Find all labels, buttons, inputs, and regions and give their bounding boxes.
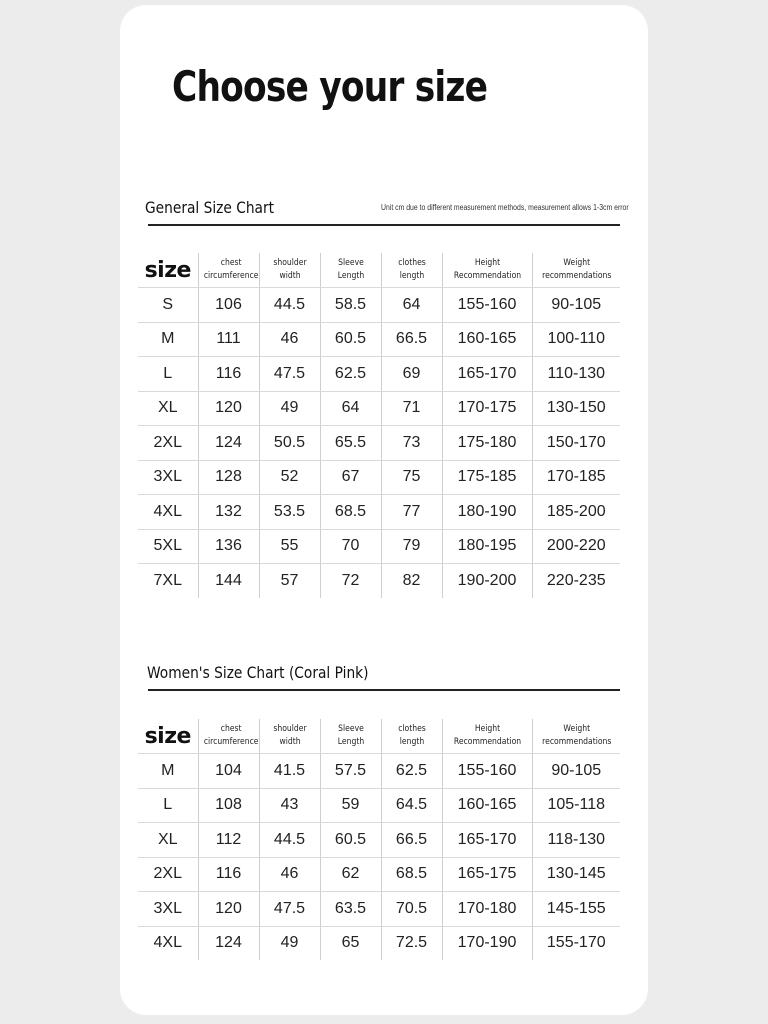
women-chart-title: Women's Size Chart (Coral Pink) <box>147 663 369 682</box>
value-cell: 65 <box>320 926 381 960</box>
value-cell: 170-180 <box>442 892 532 927</box>
size-cell: XL <box>138 391 198 426</box>
sleeve-header <box>320 253 381 288</box>
value-cell: 79 <box>381 529 442 564</box>
value-cell: 73 <box>381 426 442 461</box>
table-row <box>138 460 620 495</box>
weight-header-label: Weight recommendations <box>541 724 611 747</box>
value-cell: 67 <box>320 460 381 495</box>
length-header-label: clothes length <box>397 258 426 281</box>
value-cell: 118-130 <box>532 823 620 858</box>
size-cell: 4XL <box>153 934 182 952</box>
shoulder-header <box>259 719 320 754</box>
value-cell: 72 <box>320 564 381 598</box>
length-header-label: clothes length <box>397 724 426 747</box>
size-cell: M <box>138 754 198 789</box>
value-cell: 220-235 <box>532 564 620 598</box>
value-cell: 72.5 <box>381 926 442 960</box>
value-cell: 104 <box>198 754 259 789</box>
value-cell: 165-170 <box>442 357 532 392</box>
table-row <box>138 926 620 960</box>
sleeve-header-label: Sleeve Length <box>337 258 364 281</box>
value-cell: 175-180 <box>442 426 532 461</box>
value-cell: 69 <box>381 357 442 392</box>
value-cell: 60.5 <box>320 823 381 858</box>
table-row <box>138 322 620 357</box>
value-cell: 120 <box>198 892 259 927</box>
size-cell: 3XL <box>138 460 198 495</box>
value-cell: 57.5 <box>320 754 381 789</box>
value-cell: 165-175 <box>442 857 532 892</box>
value-cell: 175-185 <box>442 460 532 495</box>
value-cell: 58.5 <box>320 288 381 323</box>
general-title-rule <box>148 224 620 226</box>
value-cell: 132 <box>198 495 259 530</box>
table-row <box>138 823 620 858</box>
value-cell: 66.5 <box>381 823 442 858</box>
value-cell: 130-145 <box>532 857 620 892</box>
value-cell: 49 <box>259 391 320 426</box>
value-cell: 68.5 <box>320 495 381 530</box>
chest-header <box>198 253 259 288</box>
value-cell: 190-200 <box>442 564 532 598</box>
size-cell: L <box>138 788 198 823</box>
value-cell: 50.5 <box>259 426 320 461</box>
chest-header <box>198 719 259 754</box>
size-cell: XL <box>138 823 198 858</box>
sleeve-header <box>320 719 381 754</box>
value-cell: 100-110 <box>532 322 620 357</box>
value-cell: 62 <box>320 857 381 892</box>
value-cell: 124 <box>198 926 259 960</box>
size-cell: 5XL <box>138 529 198 564</box>
table-header-row <box>138 719 620 754</box>
size-header: size <box>138 253 198 288</box>
value-cell: 55 <box>259 529 320 564</box>
value-cell: 44.5 <box>259 288 320 323</box>
size-cell: S <box>138 288 198 323</box>
value-cell: 46 <box>259 322 320 357</box>
value-cell: 70 <box>320 529 381 564</box>
value-cell: 116 <box>198 357 259 392</box>
shoulder-header-label: shoulder width <box>272 258 307 281</box>
measurement-note: Unit cm due to different measurement methods, measurement allows 1-3cm error <box>381 203 629 212</box>
value-cell: 47.5 <box>259 357 320 392</box>
women-title-rule <box>148 689 620 691</box>
size-cell: 7XL <box>153 571 182 589</box>
value-cell: 120 <box>198 391 259 426</box>
value-cell: 110-130 <box>532 357 620 392</box>
value-cell: 66.5 <box>381 322 442 357</box>
value-cell: 52 <box>259 460 320 495</box>
value-cell: 63.5 <box>320 892 381 927</box>
height-header <box>442 253 532 288</box>
women-size-table <box>138 719 620 960</box>
height-header-label: Height Recommendation <box>453 724 521 747</box>
size-cell: 4XL <box>138 495 198 530</box>
length-header <box>381 719 442 754</box>
value-cell: 60.5 <box>320 322 381 357</box>
size-cell: 2XL <box>138 426 198 461</box>
value-cell: 71 <box>381 391 442 426</box>
value-cell: 106 <box>198 288 259 323</box>
general-chart-title: General Size Chart <box>145 198 275 217</box>
table-row <box>138 564 620 598</box>
table-header-row <box>138 253 620 288</box>
value-cell: 90-105 <box>532 754 620 789</box>
value-cell: 165-170 <box>442 823 532 858</box>
table-row <box>138 529 620 564</box>
value-cell: 49 <box>259 926 320 960</box>
general-size-table <box>138 253 620 598</box>
value-cell: 200-220 <box>532 529 620 564</box>
value-cell: 136 <box>198 529 259 564</box>
value-cell: 64.5 <box>381 788 442 823</box>
value-cell: 75 <box>381 460 442 495</box>
table-row <box>138 357 620 392</box>
size-header: size <box>138 719 198 754</box>
value-cell: 124 <box>198 426 259 461</box>
value-cell: 90-105 <box>532 288 620 323</box>
value-cell: 68.5 <box>381 857 442 892</box>
value-cell: 46 <box>259 857 320 892</box>
height-header <box>442 719 532 754</box>
value-cell: 82 <box>381 564 442 598</box>
value-cell: 44.5 <box>259 823 320 858</box>
value-cell: 128 <box>198 460 259 495</box>
value-cell: 144 <box>198 564 259 598</box>
value-cell: 155-160 <box>442 754 532 789</box>
sleeve-header-label: Sleeve Length <box>337 724 364 747</box>
size-cell: L <box>138 357 198 392</box>
value-cell: 170-185 <box>532 460 620 495</box>
chest-header-label: chest circumference <box>203 258 258 281</box>
weight-header <box>532 719 620 754</box>
value-cell: 64 <box>381 288 442 323</box>
chest-header-label: chest circumference <box>203 724 258 747</box>
value-cell: 47.5 <box>259 892 320 927</box>
value-cell: 130-150 <box>532 391 620 426</box>
value-cell: 62.5 <box>381 754 442 789</box>
table-row <box>138 495 620 530</box>
shoulder-header <box>259 253 320 288</box>
value-cell: 150-170 <box>532 426 620 461</box>
value-cell: 145-155 <box>532 892 620 927</box>
value-cell: 57 <box>259 564 320 598</box>
table-row <box>138 426 620 461</box>
value-cell: 64 <box>320 391 381 426</box>
value-cell: 155-170 <box>532 926 620 960</box>
table-row <box>138 288 620 323</box>
value-cell: 160-165 <box>442 788 532 823</box>
value-cell: 170-190 <box>442 926 532 960</box>
value-cell: 112 <box>198 823 259 858</box>
value-cell: 77 <box>381 495 442 530</box>
table-row <box>138 391 620 426</box>
table-row <box>138 788 620 823</box>
value-cell: 62.5 <box>320 357 381 392</box>
weight-header-label: Weight recommendations <box>541 258 611 281</box>
table-row <box>138 857 620 892</box>
value-cell: 185-200 <box>532 495 620 530</box>
value-cell: 180-190 <box>442 495 532 530</box>
value-cell: 65.5 <box>320 426 381 461</box>
weight-header <box>532 253 620 288</box>
value-cell: 53.5 <box>259 495 320 530</box>
value-cell: 59 <box>320 788 381 823</box>
size-cell: 3XL <box>138 892 198 927</box>
value-cell: 155-160 <box>442 288 532 323</box>
table-row <box>138 892 620 927</box>
value-cell: 43 <box>259 788 320 823</box>
value-cell: 180-195 <box>442 529 532 564</box>
value-cell: 108 <box>198 788 259 823</box>
height-header-label: Height Recommendation <box>453 258 521 281</box>
value-cell: 70.5 <box>381 892 442 927</box>
page-title: Choose your size <box>172 62 488 111</box>
value-cell: 170-175 <box>442 391 532 426</box>
table-row <box>138 754 620 789</box>
value-cell: 41.5 <box>259 754 320 789</box>
value-cell: 116 <box>198 857 259 892</box>
value-cell: 111 <box>198 322 259 357</box>
shoulder-header-label: shoulder width <box>272 724 307 747</box>
size-cell: M <box>138 322 198 357</box>
size-cell: 2XL <box>138 857 198 892</box>
value-cell: 160-165 <box>442 322 532 357</box>
value-cell: 105-118 <box>532 788 620 823</box>
length-header <box>381 253 442 288</box>
